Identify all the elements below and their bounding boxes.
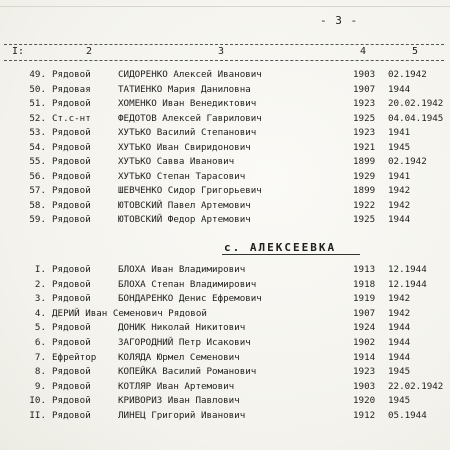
table-row [0,141,450,154]
row-number: 9. [34,380,46,392]
row-year: 1919 [353,293,376,305]
row-date: 1944 [388,83,411,95]
header-col-1: I: [12,46,25,57]
row-name: БЛОХА Степан Владимирович [118,278,257,290]
row-number: 51. [29,98,46,109]
row-rank: Ст.с-нт [52,112,91,124]
row-date: 1942 [388,293,411,305]
row-year: 1925 [353,214,376,225]
row-rank: Ефрейтор [52,351,97,363]
row-rank: Рядовой [52,185,91,196]
row-date: 1944 [388,337,411,348]
row-number: 4. [34,307,46,319]
row-rank: Рядовой [52,199,91,211]
row-year: 1921 [353,141,376,153]
table-row [0,292,450,305]
row-year: 1913 [353,264,376,275]
row-date: 12.1944 [388,278,427,290]
row-year: 1903 [353,380,376,392]
row-number: 59. [29,214,46,225]
table-row [0,278,450,291]
row-number: 54. [29,141,46,153]
row-number: 3. [34,293,46,305]
row-year: 1899 [353,156,376,167]
row-number: 6. [34,337,46,348]
row-number: I. [34,264,46,275]
row-name: КРИВОРИЗ Иван Павлович [118,395,240,407]
row-number: 56. [29,170,46,182]
table-row [0,112,450,125]
row-year: 1920 [353,395,376,407]
row-rank: Рядовой [52,141,91,153]
row-name: ФЕДОТОВ Алексей Гаврилович [118,112,262,124]
table-row [0,365,450,378]
table-header [0,44,450,60]
section-title: с. АЛЕКСЕЕВКА [224,241,337,254]
row-date: 1944 [388,351,411,363]
row-number: II. [29,410,46,421]
row-name: КОПЕЙКА Василий Романович [118,366,257,378]
row-year: 1925 [353,112,376,124]
row-date: 1945 [388,141,411,153]
row-rank: Рядовой [52,69,91,80]
table-row [0,321,450,334]
row-number: 7. [34,351,46,363]
header-col-2: 2 [86,46,93,57]
table-row [0,199,450,212]
row-date: 1942 [388,199,411,211]
row-name: ЮТОВСКИЙ Федор Артемович [118,214,251,225]
row-rank: Рядовой [52,127,91,138]
row-year: 1914 [353,351,376,363]
table-row [0,409,450,422]
row-rank: Рядовой [52,293,91,305]
table-row [0,213,450,226]
row-date: 1942 [388,307,411,319]
row-date: 1944 [388,214,411,225]
row-name: ХУТЬКО Савва Иванович [118,156,235,167]
row-year: 1912 [353,410,376,421]
row-date: 02.1942 [388,156,427,167]
table-row [0,394,450,407]
row-rank: Рядовой [52,278,91,290]
row-rank: Рядовой [52,98,91,109]
row-number: 52. [29,112,46,124]
row-year: 1923 [353,98,376,109]
row-date: 1941 [388,127,411,138]
row-year: 1907 [353,83,376,95]
row-rank: Рядовой [52,214,91,225]
row-number: 53. [29,127,46,138]
row-name: КОТЛЯР Иван Артемович [118,380,235,392]
row-year: 1902 [353,337,376,348]
row-name: ХОМЕНКО Иван Венедиктович [118,98,257,109]
row-name: БЛОХА Иван Владимирович [118,264,246,275]
row-year: 1899 [353,185,376,196]
header-col-3: 3 [218,46,225,57]
row-year: 1918 [353,278,376,290]
row-name: КОЛЯДА Юрмел Семенович [118,351,240,363]
row-number: 57. [29,185,46,196]
row-rank: Рядовая [52,83,91,95]
row-year: 1929 [353,170,376,182]
row-name: ТАТИЕНКО Мария Даниловна [118,83,251,95]
table-row [0,263,450,276]
row-name: ДОНИК Николай Никитович [118,322,246,334]
table-row [0,97,450,110]
row-date: 04.04.1945 [388,112,444,124]
row-name: ХУТЬКО Василий Степанович [118,127,257,138]
row-rank: Рядовой [52,264,91,275]
row-name: ДЕРИЙ Иван Семенович Рядовой [52,307,207,319]
table-row [0,184,450,197]
table-row [0,170,450,183]
row-date: 05.1944 [388,410,427,421]
row-rank: Рядовой [52,156,91,167]
row-name: ХУТЬКО Иван Свиридонович [118,141,251,153]
row-year: 1924 [353,322,376,334]
table-row [0,68,450,81]
row-rank: Рядовой [52,395,91,407]
row-number: 5. [34,322,46,334]
table-row [0,155,450,168]
header-col-5: 5 [412,46,419,57]
header-col-4: 4 [360,46,367,57]
row-name: ЛИНЕЦ Григорий Иванович [118,410,246,421]
row-year: 1907 [353,307,376,319]
row-date: 1945 [388,395,411,407]
table-row [0,126,450,139]
row-year: 1903 [353,69,376,80]
row-date: 1942 [388,185,411,196]
row-name: ХУТЬКО Степан Тарасович [118,170,246,182]
row-number: 58. [29,199,46,211]
header-bottom-rule [4,60,444,61]
row-rank: Рядовой [52,170,91,182]
row-date: 02.1942 [388,69,427,80]
row-date: 1945 [388,366,411,378]
row-number: 49. [29,69,46,80]
table-row [0,336,450,349]
row-number: 55. [29,156,46,167]
row-rank: Рядовой [52,410,91,421]
page-number: - 3 - [320,14,359,27]
row-name: СИДОРЕНКО Алексей Иванович [118,69,262,80]
row-rank: Рядовой [52,337,91,348]
table-row [0,83,450,96]
row-date: 22.02.1942 [388,380,444,392]
row-year: 1923 [353,127,376,138]
row-rank: Рядовой [52,322,91,334]
row-name: БОНДАРЕНКО Денис Ефремович [118,293,262,305]
row-date: 20.02.1942 [388,98,444,109]
row-date: 1944 [388,322,411,334]
row-number: 2. [34,278,46,290]
table-row [0,307,450,320]
row-year: 1922 [353,199,376,211]
row-name: ЗАГОРОДНИЙ Петр Исакович [118,337,251,348]
row-rank: Рядовой [52,366,91,378]
row-date: 12.1944 [388,264,427,275]
row-name: ШЕВЧЕНКО Сидор Григорьевич [118,185,262,196]
section-title-underline [222,254,360,255]
row-number: 50. [29,83,46,95]
table-row [0,351,450,364]
row-date: 1941 [388,170,411,182]
page-edge-line [0,6,450,7]
row-number: 8. [34,366,46,378]
row-rank: Рядовой [52,380,91,392]
row-number: I0. [29,395,46,407]
row-year: 1923 [353,366,376,378]
table-row [0,380,450,393]
row-name: ЮТОВСКИЙ Павел Артемович [118,199,251,211]
